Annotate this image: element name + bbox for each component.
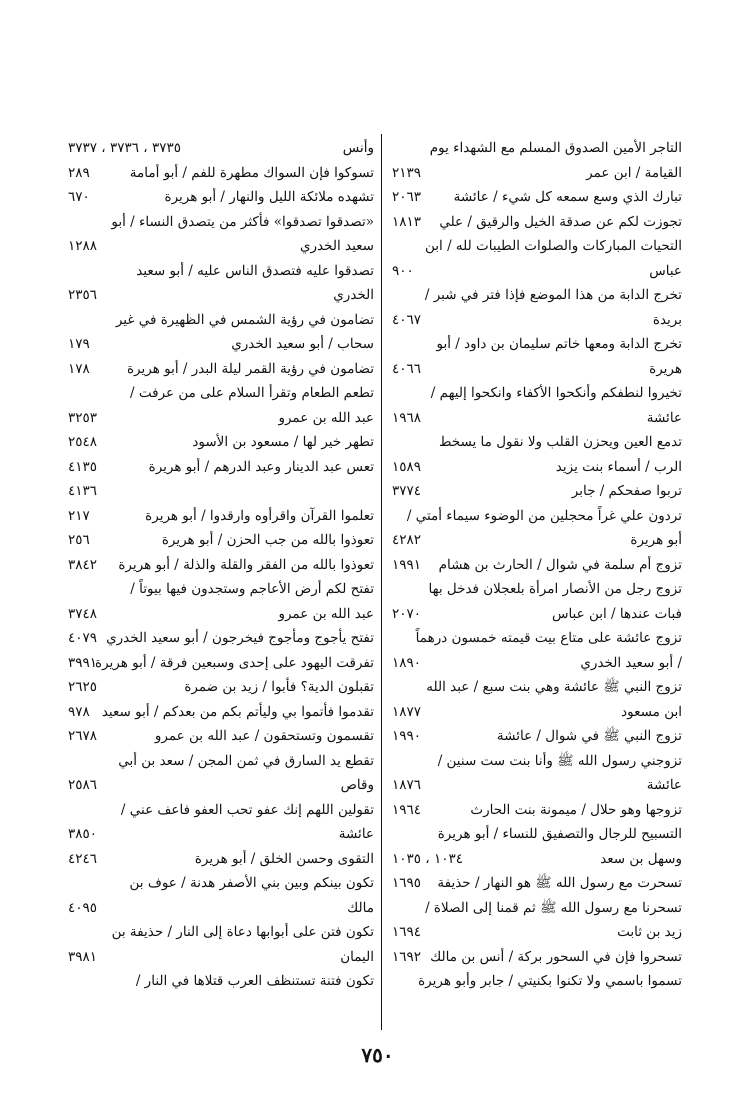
index-entry-row (392, 357, 682, 382)
entry-text: تفتح لكم أرض الأعاجم وستجدون فيها بيوتاً / (130, 581, 374, 597)
column-divider (381, 134, 382, 1030)
entry-text: تفرقت اليهود على إحدى وسبعين فرقة / أبو هريرة (95, 654, 374, 671)
entry-number: ٩٧٨ (68, 703, 90, 720)
entry-text: وقاص (340, 777, 374, 793)
entry-number: ٤٠٩٥ (68, 899, 98, 916)
entry-number: ٢١٣٩ (392, 164, 422, 181)
index-entry-row (68, 185, 374, 210)
entry-text: تخرج الدابة من هذا الموضع فإذا فتر في شبر / (424, 287, 682, 303)
entry-number: ١٩٦٨ (392, 409, 422, 426)
index-entry-row (68, 945, 374, 970)
entry-text: تقطع يد السارق في ثمن المجن / سعد بن أبي (118, 752, 374, 769)
entry-number: ٢٦٧٨ (68, 728, 98, 744)
entry-text: تضامون في رؤية الشمس في الظهيرة في غير (115, 311, 374, 328)
entry-text: تقسمون وتستحقون / عبد الله بن عمرو (154, 728, 374, 744)
index-entry-row (68, 724, 374, 749)
index-entry-row (68, 602, 374, 627)
entry-text: الرب / أسماء بنت يزيد (555, 458, 682, 475)
index-entry-row (68, 528, 374, 553)
index-entry-row (392, 675, 682, 700)
index-entry-row (68, 798, 374, 823)
entry-text: التقوى وحسن الخلق / أبو هريرة (194, 850, 374, 867)
entry-text: تزوج رجل من الأنصار امرأة بلعجلان فدخل بها (428, 581, 682, 597)
entry-text: تزوج أم سلمة في شوال / الحارث بن هشام (438, 556, 682, 573)
entry-number: ٣٧٣٥ ، ٣٧٣٦ ، ٣٧٣٧ (68, 140, 181, 156)
entry-text: / أبو سعيد الخدري (580, 654, 682, 671)
entry-number: ٤١٣٦ (68, 483, 98, 499)
index-entry-row (68, 308, 374, 333)
index-entry-row (392, 602, 682, 627)
index-entry-row (392, 871, 682, 896)
entry-text: سحاب / أبو سعيد الخدري (231, 336, 374, 352)
entry-number: ١٩٩١ (392, 556, 422, 573)
entry-number: ١٠٣٤ ، ١٠٣٥ (392, 850, 463, 867)
entry-text: تكون فتنة تستنظف العرب قتلاها في النار / (135, 973, 374, 989)
entry-text: تزوج النبي ﷺ في شوال / عائشة (496, 728, 682, 744)
index-entry-row (392, 504, 682, 529)
entry-text: عائشة (646, 409, 682, 426)
entry-number: ١٨٧٦ (392, 777, 422, 793)
entry-number: ٩٠٠ (392, 262, 414, 279)
index-entry-row (68, 773, 374, 798)
entry-number: ٤٠٧٩ (68, 630, 98, 646)
index-entry-row (392, 210, 682, 235)
entry-text: تضامون في رؤية القمر ليلة البدر / أبو هريرة (126, 360, 374, 377)
index-entry-row (392, 381, 682, 406)
entry-text: عباس (649, 262, 682, 279)
entry-text: التحيات المباركات والصلوات الطيبات لله / ابن (425, 238, 682, 254)
entry-text: مالك (347, 899, 374, 916)
entry-text: تسحرت مع رسول الله ﷺ هو النهار / حذيفة (437, 875, 682, 891)
entry-text: تدمع العين ويحزن القلب ولا نقول ما يسخط (438, 434, 682, 450)
index-entry-row (392, 969, 682, 994)
index-entry-row (392, 920, 682, 945)
index-entry-row (68, 332, 374, 357)
entry-number: ٢٨٩ (68, 164, 90, 181)
entry-text: بريدة (652, 311, 682, 328)
entry-text: تقولين اللهم إنك عفو تحب العفو فاعف عني / (120, 801, 374, 818)
entry-text: تقبلون الدية؟ فأبوا / زيد بن ضمرة (184, 679, 374, 695)
entry-text: تكون بينكم وبين بني الأصفر هدنة / عوف بن (129, 875, 374, 891)
index-entry-row (68, 357, 374, 382)
entry-number: ٦٧٠ (68, 189, 90, 205)
entry-number: ٢١٧ (68, 507, 90, 524)
index-entry-row (68, 259, 374, 284)
entry-text: تربوا صفحكم / جابر (571, 483, 682, 499)
index-entry-row (392, 308, 682, 333)
entry-number: ٤٠٦٧ (392, 311, 422, 328)
index-entry-row (68, 847, 374, 872)
entry-text: ابن مسعود (621, 703, 682, 720)
index-entry-row (68, 234, 374, 259)
entry-text: التاجر الأمين الصدوق المسلم مع الشهداء يوم (429, 140, 682, 156)
index-entry-row (68, 283, 374, 308)
entry-text: تعس عبد الدينار وعبد الدرهم / أبو هريرة (148, 458, 374, 475)
entry-text: أبو هريرة (630, 532, 682, 548)
index-column-left (68, 136, 374, 1026)
entry-number: ٣٩٨١ (68, 948, 98, 965)
index-entry-row (68, 381, 374, 406)
entry-text: تعوذوا بالله من الفقر والقلة والذلة / أبو هريرة (118, 556, 374, 573)
index-entry-row (392, 259, 682, 284)
entry-number: ٣٨٤٢ (68, 556, 98, 573)
entry-text: عائشة (338, 826, 374, 842)
index-entry-row (68, 651, 374, 676)
index-entry-row (68, 430, 374, 455)
entry-text: تصدقوا عليه فتصدق الناس عليه / أبو سعيد (136, 262, 374, 279)
entry-text: تطعم الطعام وتقرأ السلام على من عرفت / (130, 385, 374, 401)
entry-text: تعوذوا بالله من جب الحزن / أبو هريرة (161, 532, 374, 548)
entry-number: ٢٥٤٨ (68, 434, 98, 450)
entry-text: فبات عندها / ابن عباس (551, 605, 682, 622)
index-entry-row (392, 455, 682, 480)
entry-number: ١٨٧٧ (392, 703, 422, 720)
entry-text: تجوزت لكم عن صدقة الخيل والرقيق / علي (439, 213, 682, 230)
index-entry-row (392, 332, 682, 357)
index-entry-row (392, 553, 682, 578)
entry-text: عبد الله بن عمرو (278, 605, 374, 622)
entry-text: عبد الله بن عمرو (278, 409, 374, 426)
entry-number: ٢٦٢٥ (68, 679, 98, 695)
entry-text: تسوكوا فإن السواك مطهرة للفم / أبو أمامة (129, 164, 374, 181)
index-entry-row (68, 700, 374, 725)
index-entry-row (392, 724, 682, 749)
index-entry-row (392, 528, 682, 553)
index-entry-row (68, 553, 374, 578)
index-entry-row (68, 577, 374, 602)
entry-text: وأنس (342, 140, 374, 156)
index-entry-row (392, 847, 682, 872)
entry-text: تسموا باسمي ولا تكنوا بكنيتي / جابر وأبو هريرة (418, 973, 682, 989)
entry-number: ٢٠٧٠ (392, 605, 422, 622)
entry-number: ٤٢٨٢ (392, 532, 422, 548)
entry-text: تخرج الدابة ومعها خاتم سليمان بن داود / أبو (436, 336, 682, 352)
entry-number: ١٢٨٨ (68, 238, 98, 254)
index-entry-row (392, 945, 682, 970)
index-entry-row (68, 479, 374, 504)
entry-number: ٢٣٥٦ (68, 287, 98, 303)
entry-text: زيد بن ثابت (617, 924, 682, 940)
entry-text: تسحرنا مع رسول الله ﷺ ثم قمنا إلى الصلاة / (425, 899, 682, 916)
entry-number: ١٩٦٤ (392, 801, 422, 818)
index-entry-row (392, 185, 682, 210)
entry-text: تزوجني رسول الله ﷺ وأنا بنت ست سنين / (437, 752, 682, 769)
index-entry-row (392, 234, 682, 259)
entry-text: تزوج عائشة على متاع بيت قيمته خمسون درهماً (415, 630, 682, 646)
entry-number: ١٥٨٩ (392, 458, 422, 475)
index-entry-row (392, 626, 682, 651)
entry-number: ١٧٨ (68, 360, 90, 377)
entry-text: سعيد الخدري (299, 238, 374, 254)
entry-number: ٢٥٦ (68, 532, 90, 548)
entry-text: تكون فتن على أبوابها دعاة إلى النار / حذيفة بن (111, 924, 374, 940)
index-entry-row (68, 871, 374, 896)
entry-text: هريرة (649, 360, 682, 377)
index-entry-row (68, 969, 374, 994)
index-entry-row (68, 455, 374, 480)
index-column-right (392, 136, 682, 1026)
entry-text: تبارك الذي وسع سمعه كل شيء / عائشة (453, 189, 682, 205)
entry-number: ٢٥٨٦ (68, 777, 98, 793)
index-entry-row (68, 406, 374, 431)
index-entry-row (68, 675, 374, 700)
entry-text: تشهده ملائكة الليل والنهار / أبو هريرة (164, 189, 374, 205)
entry-text: تردون علي غراً محجلين من الوضوء سيماء أمتي / (406, 507, 682, 524)
index-entry-row (68, 161, 374, 186)
entry-text: التسبيح للرجال والتصفيق للنساء / أبو هريرة (437, 826, 682, 842)
index-entry-row (392, 822, 682, 847)
entry-number: ١٧٩ (68, 336, 90, 352)
index-entry-row (392, 773, 682, 798)
index-entry-row (392, 136, 682, 161)
entry-number: ٤٠٦٦ (392, 360, 422, 377)
index-entry-row (392, 749, 682, 774)
entry-text: تسحروا فإن في السحور بركة / أنس بن مالك (430, 948, 682, 965)
entry-text: تقدموا فأتموا بي وليأتم بكم من بعدكم / أبو سعيد (101, 703, 374, 720)
entry-text: وسهل بن سعد (600, 850, 682, 867)
entry-number: ١٨١٣ (392, 213, 422, 230)
page-number: ٧٥٠ (361, 1043, 394, 1067)
entry-text: عائشة (646, 777, 682, 793)
index-entry-row (392, 430, 682, 455)
entry-text: تزوجها وهو حلال / ميمونة بنت الحارث (470, 801, 682, 818)
entry-number: ٣٧٧٤ (392, 483, 422, 499)
entry-number: ١٦٩٤ (392, 924, 422, 940)
entry-number: ٤٢٤٦ (68, 850, 98, 867)
index-entry-row (392, 406, 682, 431)
entry-number: ٤١٣٥ (68, 458, 98, 475)
entry-text: الخدري (333, 287, 374, 303)
entry-number: ٣٩٩١ (68, 654, 98, 671)
index-entry-row (68, 210, 374, 235)
entry-number: ٣٧٤٨ (68, 605, 98, 622)
entry-number: ١٩٩٠ (392, 728, 422, 744)
entry-number: ٣٨٥٠ (68, 826, 98, 842)
entry-number: ٢٠٦٣ (392, 189, 422, 205)
index-entry-row (392, 161, 682, 186)
index-entry-row (68, 626, 374, 651)
index-entry-row (392, 479, 682, 504)
entry-text: تعلموا القرآن واقرأوه وارقدوا / أبو هريرة (145, 507, 374, 524)
entry-text: «تصدقوا تصدقوا» فأكثر من يتصدق النساء / أبو (111, 213, 374, 230)
entry-number: ١٨٩٠ (392, 654, 422, 671)
entry-number: ٣٢٥٣ (68, 409, 98, 426)
index-entry-row (68, 822, 374, 847)
index-entry-row (392, 896, 682, 921)
index-entry-row (392, 651, 682, 676)
entry-number: ١٦٩٢ (392, 948, 422, 965)
index-entry-row (392, 798, 682, 823)
index-entry-row (68, 504, 374, 529)
index-entry-row (68, 136, 374, 161)
index-entry-row (392, 283, 682, 308)
entry-text: تطهر خير لها / مسعود بن الأسود (192, 434, 374, 450)
index-entry-row (392, 700, 682, 725)
index-entry-row (392, 577, 682, 602)
entry-text: اليمان (340, 948, 374, 965)
entry-text: تخيروا لنطفكم وأنكحوا الأكفاء وانكحوا إليهم / (430, 385, 682, 401)
index-entry-row (68, 920, 374, 945)
entry-text: تفتح يأجوج ومأجوج فيخرجون / أبو سعيد الخدري (106, 630, 374, 646)
entry-text: تزوج النبي ﷺ عائشة وهي بنت سبع / عبد الله (426, 679, 682, 695)
index-entry-row (68, 896, 374, 921)
index-entry-row (68, 749, 374, 774)
entry-number: ١٦٩٥ (392, 875, 422, 891)
entry-text: القيامة / ابن عمر (586, 164, 682, 181)
